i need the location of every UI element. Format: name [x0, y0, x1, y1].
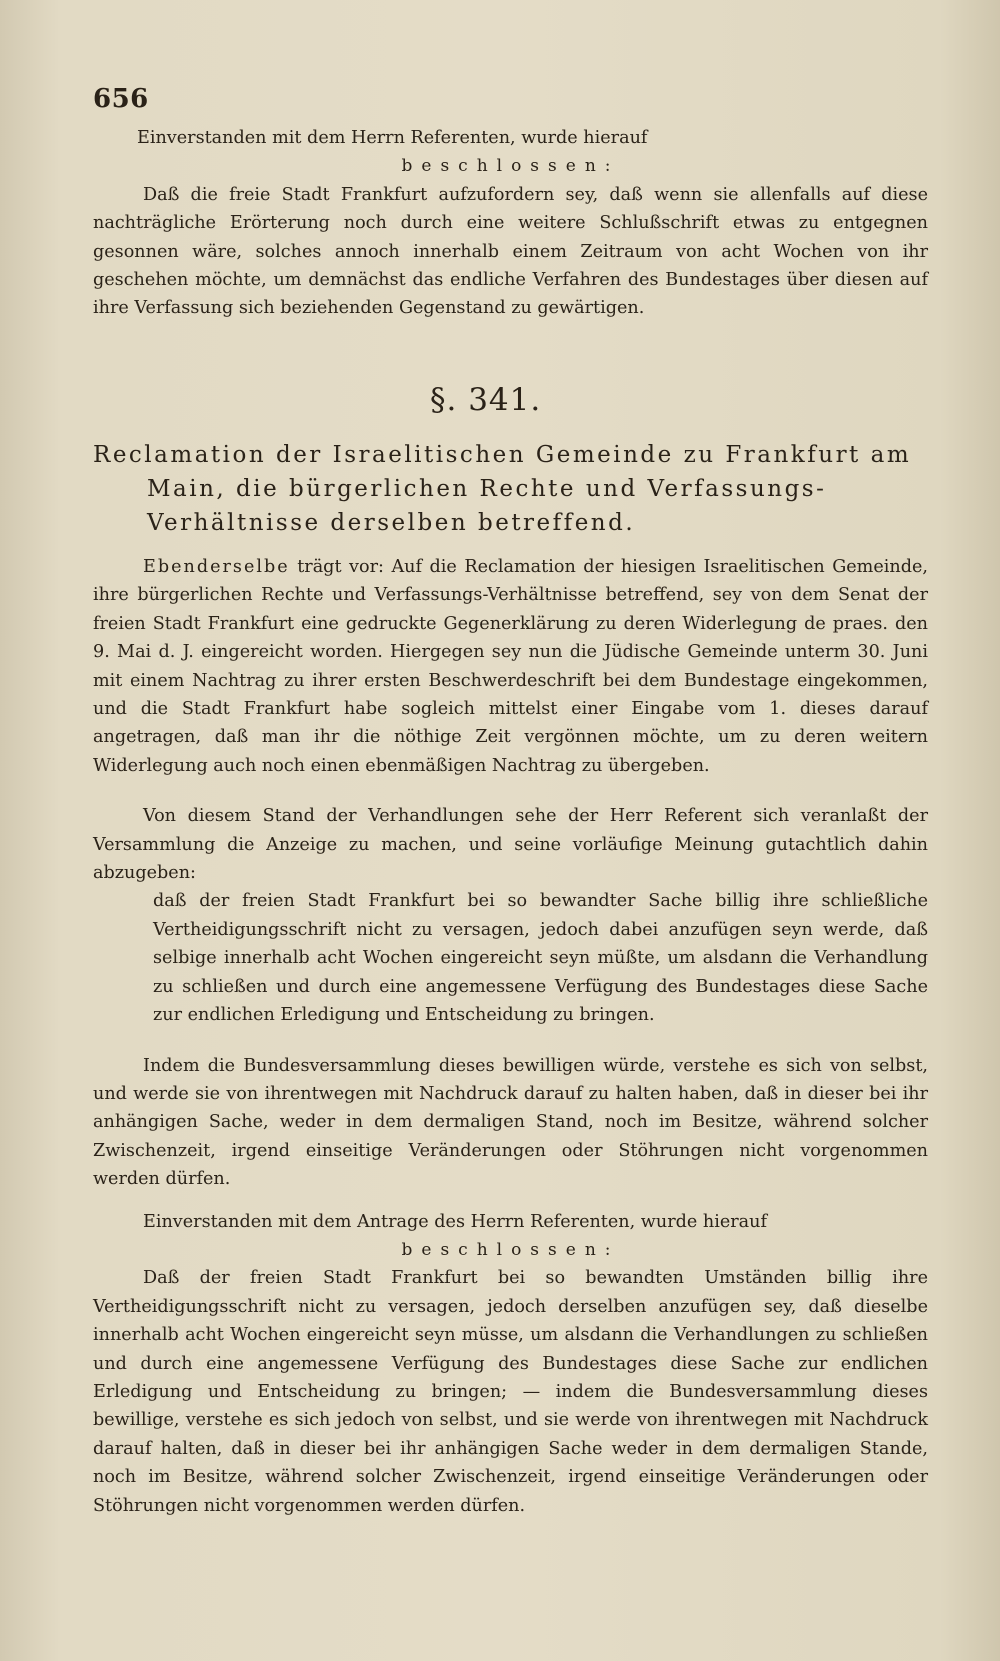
section-number: §. 341. [430, 382, 542, 418]
paragraph-2: Von diesem Stand der Verhandlungen sehe der Herr Referent sich veranlaßt der Versammlung die Anzeige zu machen, und seine vorläufige Meinung gutachtlich dahin abzugeben: [93, 806, 928, 884]
resolved-heading: beschlossen: [401, 156, 620, 177]
section-body [93, 553, 928, 1520]
section-title: Reclamation der Israelitischen Gemeinde zu Frankfurt am Main, die bürgerlichen Rechte und Verfassungs-Verhältnisse derselben betreffend. [93, 442, 912, 536]
paragraph-4: Einverstanden mit dem Antrage des Herrn Referenten, wurde hierauf [143, 1211, 767, 1232]
paragraph-1 [93, 553, 928, 780]
block-previous-resolution [93, 124, 928, 323]
paragraph-1-text: trägt vor: Auf die Reclamation der hiesigen Israelitischen Gemeinde, ihre bürgerlichen Rechte und Verfassungs-Verhältnisse betreffend, sey von dem Senat der freien Stadt Frankfurt eine gedruckte Gegenerklärung zu deren Widerlegung de praes. den 9. Mai d. J. eingereicht worden. Hiergegen sey nun die Jüdische Gemeinde unterm 30. Juni mit einem Nachtrag zu ihrer ersten Beschwerdeschrift bei dem Bundestage eingekommen, und die Stadt Frankfurt habe sogleich mittelst einer Eingabe vom 1. dieses darauf angetragen, daß man ihr die nöthige Zeit vergönnen möchte, um zu deren weitern Widerlegung auch noch einen ebenmäßigen Nachtrag zu übergeben. [93, 557, 928, 776]
paragraph-3: Indem die Bundesversammlung dieses bewilligen würde, verstehe es sich von selbst, und werde sie von ihrentwegen mit Nachdruck darauf zu halten haben, daß in dieser bei ihr anhängigen Sache, weder in dem dermaligen Stand, noch im Besitze, während solcher Zwischenzeit, irgend einseitige Veränderungen oder Stöhrungen nicht vorgenommen werden dürfen. [93, 1055, 928, 1190]
intro-sentence: Einverstanden mit dem Herrn Referenten, wurde hierauf [137, 128, 648, 148]
page-number: 656 [93, 84, 149, 114]
final-resolution: Daß der freien Stadt Frankfurt bei so bewandten Umständen billig ihre Vertheidigungsschrift nicht zu versagen, jedoch derselben anzufügen sey, daß dieselbe innerhalb acht Wochen eingereicht seyn müsse, um alsdann die Verhandlungen zu schließen und durch eine angemessene Verfügung des Bundestages diese Sache zur endlichen Erledigung und Entscheidung zu bringen; — indem die Bundesversammlung dieses bewillige, verstehe es sich jedoch von selbst, und sie werde von ihrentwegen mit Nachdruck darauf halten, daß in dieser bei ihr anhängigen Sache weder in dem dermaligen Stande, noch im Besitze, während solcher Zwischenzeit, irgend einseitige Veränderungen oder Stöhrungen nicht vorgenommen werden dürfen. [93, 1268, 928, 1516]
paragraph-1-lead: Ebenderselbe [143, 557, 290, 577]
resolved-heading-2: beschlossen: [401, 1239, 620, 1260]
referent-opinion: daß der freien Stadt Frankfurt bei so bewandter Sache billig ihre schließliche Vertheidigungsschrift nicht zu versagen, jedoch dabei anzufügen seyn werde, daß selbige innerhalb acht Wochen eingereicht seyn müßte, um alsdann die Verhandlung zu schließen und durch eine angemessene Verfügung des Bundestages diese Sache zur endlichen Erledigung und Entscheidung zu bringen. [153, 891, 928, 1026]
resolution-text: Daß die freie Stadt Frankfurt aufzufordern sey, daß wenn sie allenfalls auf diese nachträgliche Erörterung noch durch eine weitere Schlußschrift etwas zu entgegnen gesonnen wäre, solches annoch innerhalb einem Zeitraum von acht Wochen von ihr geschehen möchte, um demnächst das endliche Verfahren des Bundestages über diesen auf ihre Verfassung sich beziehenden Gegenstand zu gewärtigen. [93, 184, 928, 319]
